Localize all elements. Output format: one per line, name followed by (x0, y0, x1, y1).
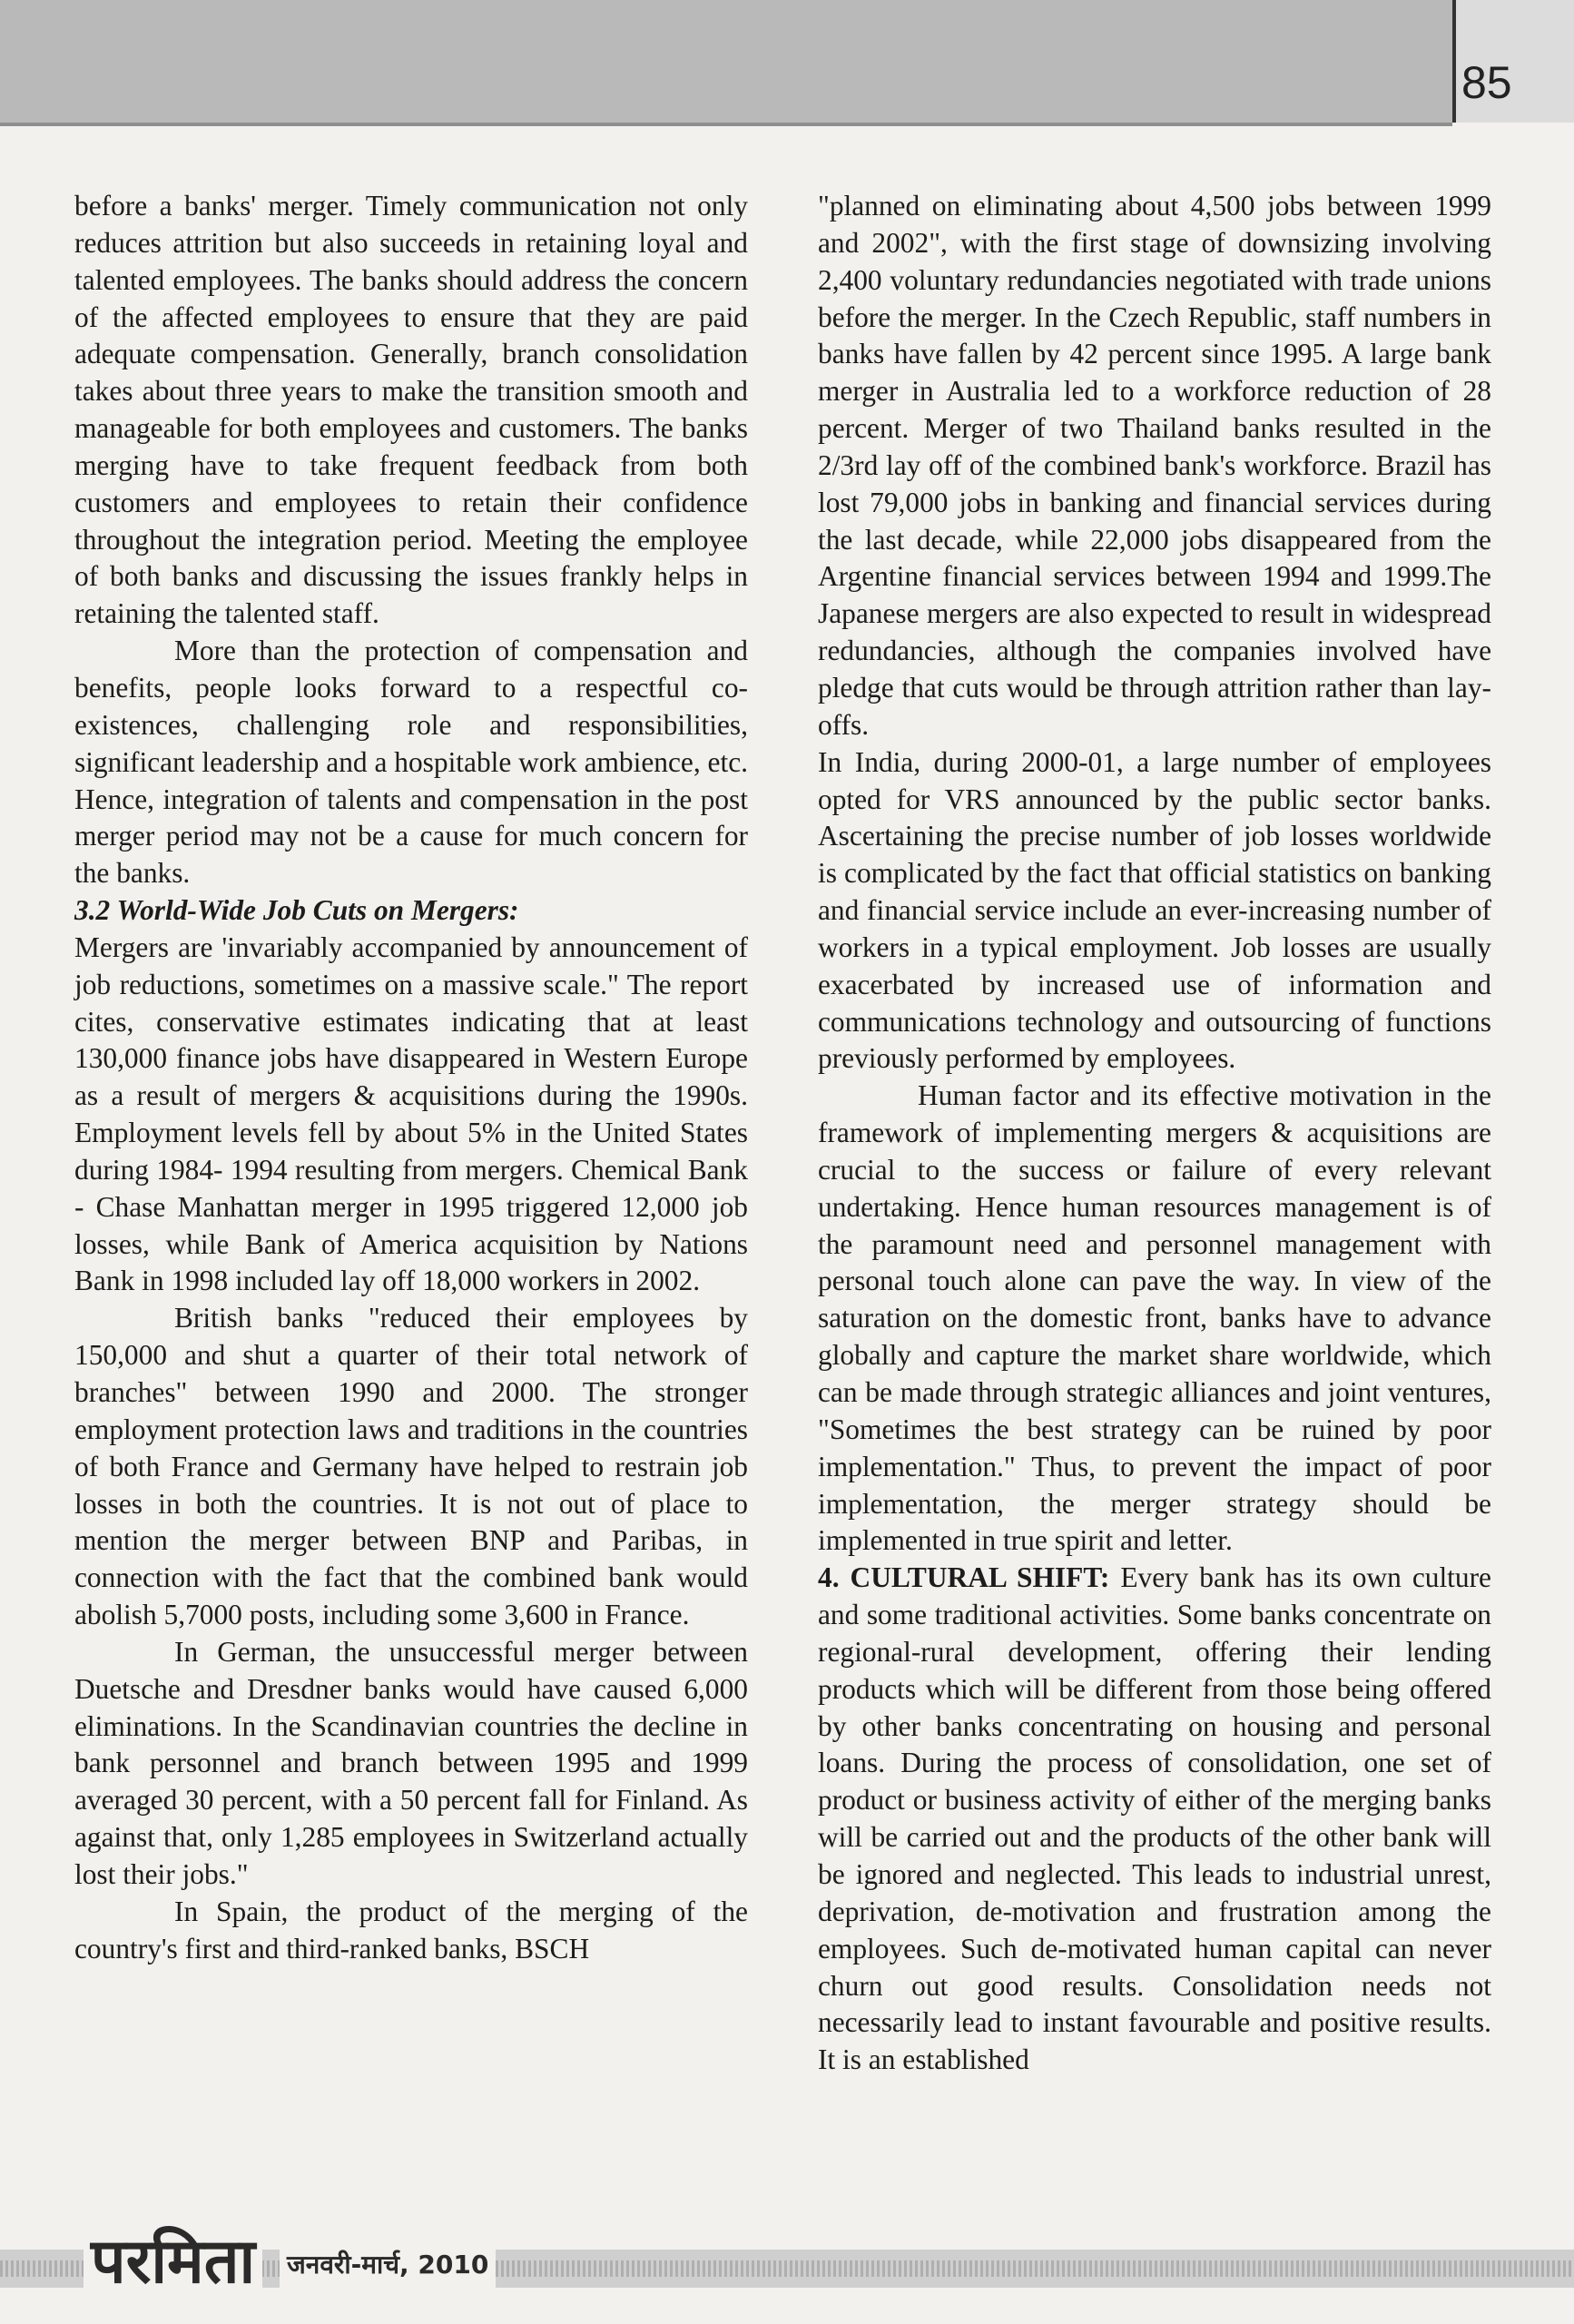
journal-title: परमिता (84, 2226, 262, 2299)
paragraph: In German, the unsuccessful merger between Duetsche and Dresdner banks would have caused 6,000 eliminations. In the Scandinavian countries the decline in bank personnel and branch between 1995 and 1999 averaged 30 percent, with a 50 percent fall for Finland. As against that, only 1,285 employees in Switzerland actually lost their jobs." (74, 1635, 748, 1890)
section-heading: 4. CULTURAL SHIFT: (818, 1561, 1110, 1594)
left-column (74, 188, 748, 1968)
paragraph (818, 1560, 1491, 2079)
paragraph: More than the protection of compensation and benefits, people looks forward to a respectful co-existences, challenging role and responsibilities, significant leadership and a hospitable work ambience, etc. Hence, integration of talents and compensation in the post merger period may not be a cause for much concern for the banks. (74, 635, 748, 890)
paragraph: In India, during 2000-01, a large number of employees opted for VRS announced by the public sector banks. Ascertaining the precise number of job losses worldwide is complicated by the fact that official statistics on banking and financial service include an ever-increasing number of workers in a typical employment. Job losses are usually exacerbated by increased use of information and communications technology and outsourcing of functions previously performed by employees. (818, 745, 1491, 1075)
paragraph: before a banks' merger. Timely communication not only reduces attrition but also succeeds in retaining loyal and talented employees. The banks should address the concern of the affected employees to ensure that they are paid adequate compensation. Generally, branch consolidation takes about three years to make the transition smooth and manageable for both employees and customers. The banks merging have to take frequent feedback from both customers and employees to retain their confidence throughout the integration period. Meeting the employee of both banks and discussing the issues frankly helps in retaining the talented staff. (74, 190, 748, 630)
paragraph: Mergers are 'invariably accompanied by announcement of job reductions, sometimes on a massive scale." The report cites, conservative estimates indicating that at least 130,000 finance jobs have disappeared in Western Europe as a result of mergers & acquisitions during the 1990s. Employment levels fell by about 5% in the United States during 1984- 1994 resulting from mergers. Chemical Bank - Chase Manhattan merger in 1995 triggered 12,000 job losses, while Bank of America acquisition by Nations Bank in 1998 included lay off 18,000 workers in 2002. (74, 931, 748, 1297)
right-column (818, 188, 1491, 2079)
paragraph: In Spain, the product of the merging of the country's first and third-ranked banks, BSCH (74, 1895, 748, 1965)
paragraph: "planned on eliminating about 4,500 jobs between 1999 and 2002", with the first stage of downsizing involving 2,400 voluntary redundancies negotiated with trade unions before the merger. In the Czech Republic, staff numbers in banks have fallen by 42 percent since 1995. A large bank merger in Australia led to a workforce reduction of 28 percent. Merger of two Thailand banks resulted in the 2/3rd lay off of the combined bank's workforce. Brazil has lost 79,000 jobs in banking and financial services during the last decade, while 22,000 jobs disappeared from the Argentine financial services between 1994 and 1999.The Japanese mergers are also expected to result in widespread redundancies, although the companies involved have pledge that cuts would be through attrition rather than lay-offs. (818, 190, 1491, 741)
paragraph: British banks "reduced their employees by 150,000 and shut a quarter of their total network of branches" between 1990 and 2000. The stronger employment protection laws and traditions in the countries of both France and Germany have helped to restrain job losses in both the countries. It is not out of place to mention the merger between BNP and Paribas, in connection with the fact that the combined bank would abolish 5,7000 posts, including some 3,600 in France. (74, 1302, 748, 1631)
header-band (0, 0, 1452, 123)
paragraph-text: Every bank has its own culture and some traditional activities. Some banks concentrate on regional-rural development, offering their lending products which will be different from those being offered by other banks concentrating on housing and personal loans. During the process of consolidation, one set of product or business activity of either of the merging banks will be carried out and the products of the other bank will be ignored and neglected. This leads to industrial unrest, deprivation, de-motivation and frustration among the employees. Such de-motivated human capital can never churn out good results. Consolidation needs not necessarily lead to instant favourable and positive results. It is an established (818, 1561, 1491, 2076)
paragraph: Human factor and its effective motivation in the framework of implementing mergers & acquisitions are crucial to the success or failure of every relevant undertaking. Hence human resources management is of the paramount need and personnel management with personal touch alone can pave the way. In view of the saturation on the domestic front, banks have to advance globally and capture the market share worldwide, which can be made through strategic alliances and joint ventures, "Sometimes the best strategy can be ruined by poor implementation." Thus, to prevent the impact of poor implementation, the merger strategy should be implemented in true spirit and letter. (818, 1079, 1491, 1557)
section-heading: 3.2 World-Wide Job Cuts on Mergers: (74, 894, 519, 927)
header-rule (0, 123, 1452, 126)
issue-date: जनवरी-मार्च, 2010 (280, 2242, 496, 2288)
page-number: 85 (1461, 57, 1512, 108)
